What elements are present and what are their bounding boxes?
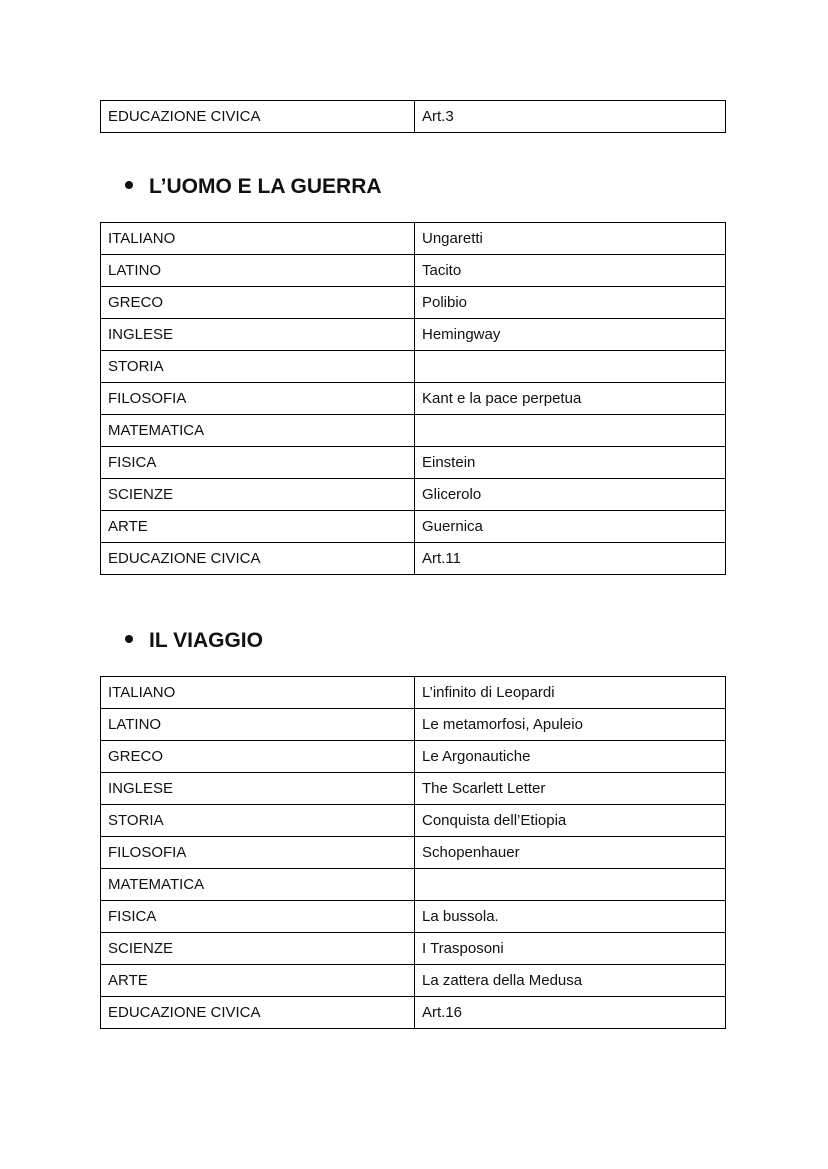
- topic-cell: [415, 415, 726, 447]
- table-row: [101, 837, 726, 869]
- topic-cell: Glicerolo: [415, 479, 726, 511]
- top-subject-table: [100, 100, 726, 133]
- section-title: IL VIAGGIO: [149, 629, 263, 652]
- subject-cell: SCIENZE: [101, 933, 415, 965]
- subject-cell: ITALIANO: [101, 677, 415, 709]
- topic-cell: [415, 351, 726, 383]
- subject-cell: STORIA: [101, 351, 415, 383]
- topic-cell: Art.3: [415, 101, 726, 133]
- topic-cell: [415, 869, 726, 901]
- table-row: [101, 901, 726, 933]
- table-row: [101, 805, 726, 837]
- subject-cell: MATEMATICA: [101, 415, 415, 447]
- subject-cell: EDUCAZIONE CIVICA: [101, 101, 415, 133]
- topic-cell: Hemingway: [415, 319, 726, 351]
- subject-cell: ITALIANO: [101, 223, 415, 255]
- topic-cell: Conquista dell’Etiopia: [415, 805, 726, 837]
- topic-cell: Polibio: [415, 287, 726, 319]
- table-row: [101, 479, 726, 511]
- table-row: [101, 287, 726, 319]
- table-row: [101, 101, 726, 133]
- subject-cell: FILOSOFIA: [101, 383, 415, 415]
- subject-cell: GRECO: [101, 741, 415, 773]
- topic-cell: Einstein: [415, 447, 726, 479]
- subject-cell: ARTE: [101, 965, 415, 997]
- topic-cell: Art.16: [415, 997, 726, 1029]
- bullet-icon: [125, 181, 133, 189]
- table-row: [101, 319, 726, 351]
- table-row: [101, 447, 726, 479]
- table-row: [101, 383, 726, 415]
- subject-cell: EDUCAZIONE CIVICA: [101, 997, 415, 1029]
- topic-cell: Ungaretti: [415, 223, 726, 255]
- subject-cell: FISICA: [101, 447, 415, 479]
- subject-cell: INGLESE: [101, 773, 415, 805]
- subject-cell: MATEMATICA: [101, 869, 415, 901]
- topic-cell: La zattera della Medusa: [415, 965, 726, 997]
- table-row: [101, 415, 726, 447]
- section-heading-war: [125, 176, 382, 197]
- table-row: [101, 869, 726, 901]
- subject-cell: SCIENZE: [101, 479, 415, 511]
- topic-cell: La bussola.: [415, 901, 726, 933]
- bullet-icon: [125, 635, 133, 643]
- table-row: [101, 997, 726, 1029]
- table-row: [101, 933, 726, 965]
- table-row: [101, 965, 726, 997]
- table-row: [101, 223, 726, 255]
- topic-cell: Schopenhauer: [415, 837, 726, 869]
- subject-cell: FISICA: [101, 901, 415, 933]
- subject-cell: LATINO: [101, 255, 415, 287]
- subject-cell: LATINO: [101, 709, 415, 741]
- topic-cell: The Scarlett Letter: [415, 773, 726, 805]
- table-row: [101, 773, 726, 805]
- subject-cell: INGLESE: [101, 319, 415, 351]
- topic-cell: Kant e la pace perpetua: [415, 383, 726, 415]
- topic-cell: Tacito: [415, 255, 726, 287]
- table-row: [101, 741, 726, 773]
- subject-cell: EDUCAZIONE CIVICA: [101, 543, 415, 575]
- topic-cell: Art.11: [415, 543, 726, 575]
- table-row: [101, 351, 726, 383]
- topic-cell: Le Argonautiche: [415, 741, 726, 773]
- topic-cell: I Trasposoni: [415, 933, 726, 965]
- table-row: [101, 677, 726, 709]
- subject-table-war: [100, 222, 726, 575]
- table-row: [101, 709, 726, 741]
- subject-cell: STORIA: [101, 805, 415, 837]
- subject-table-journey: [100, 676, 726, 1029]
- topic-cell: Guernica: [415, 511, 726, 543]
- table-row: [101, 543, 726, 575]
- subject-cell: GRECO: [101, 287, 415, 319]
- section-heading-journey: [125, 630, 263, 651]
- section-title: L’UOMO E LA GUERRA: [149, 175, 382, 198]
- topic-cell: L’infinito di Leopardi: [415, 677, 726, 709]
- table-row: [101, 511, 726, 543]
- subject-cell: FILOSOFIA: [101, 837, 415, 869]
- table-row: [101, 255, 726, 287]
- topic-cell: Le metamorfosi, Apuleio: [415, 709, 726, 741]
- subject-cell: ARTE: [101, 511, 415, 543]
